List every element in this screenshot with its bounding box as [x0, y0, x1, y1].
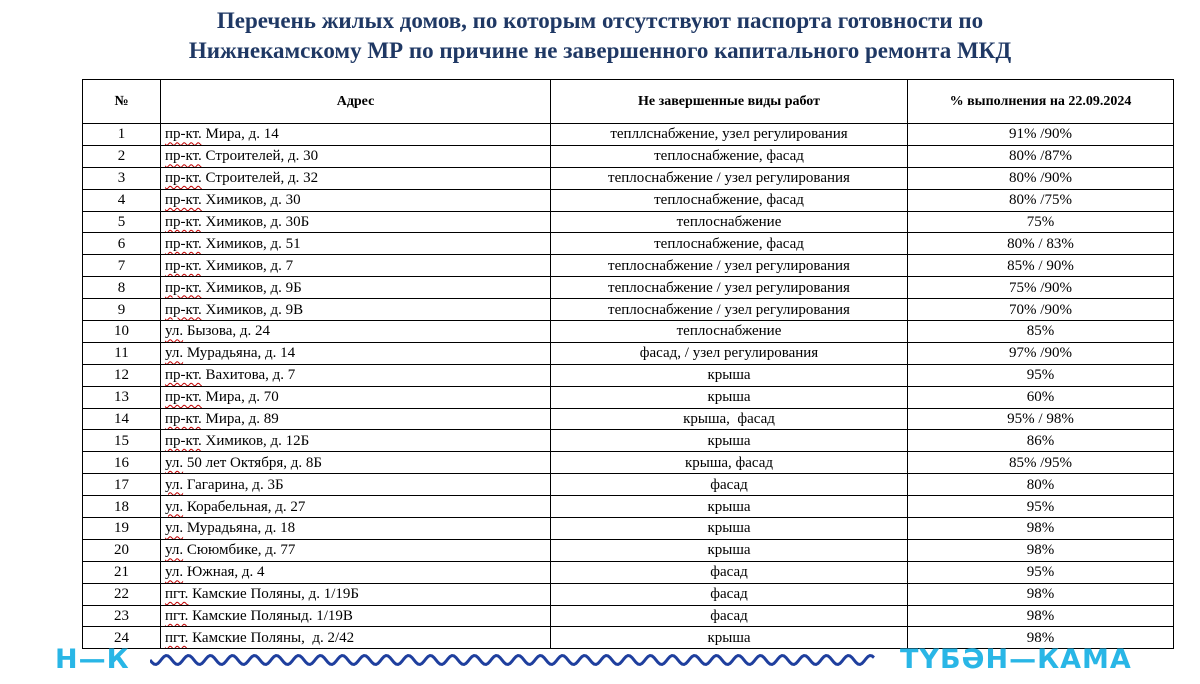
table-row	[83, 299, 1174, 321]
address-text: Корабельная, д. 27	[183, 498, 306, 515]
address-text: Химиков, д. 12Б	[201, 432, 310, 449]
table-row	[83, 167, 1174, 189]
table-row	[83, 364, 1174, 386]
row-address	[161, 233, 551, 255]
address-text: Химиков, д. 30	[201, 192, 301, 209]
table-row	[83, 452, 1174, 474]
address-text: Химиков, д. 9В	[201, 301, 304, 318]
row-address	[161, 145, 551, 167]
row-number: 18	[83, 496, 161, 518]
wave-divider-icon	[150, 646, 880, 674]
row-number: 2	[83, 145, 161, 167]
address-text: Мира, д. 89	[201, 411, 279, 428]
table-header-row	[83, 80, 1174, 124]
address-text: Бызова, д. 24	[183, 323, 271, 340]
row-number: 5	[83, 211, 161, 233]
table-row	[83, 342, 1174, 364]
row-address	[161, 408, 551, 430]
address-text: Химиков, д. 9Б	[201, 279, 302, 296]
address-prefix: пр-кт.	[165, 389, 202, 406]
row-works: теплоснабжение, фасад	[551, 145, 908, 167]
table-body	[83, 124, 1174, 649]
address-prefix: пр-кт.	[165, 148, 202, 165]
row-address	[161, 518, 551, 540]
table-row	[83, 561, 1174, 583]
row-address	[161, 321, 551, 343]
row-percent: 95% / 98%	[908, 408, 1174, 430]
address-prefix: пр-кт.	[165, 411, 202, 428]
address-prefix: пгт.	[165, 629, 189, 646]
row-number: 3	[83, 167, 161, 189]
row-address	[161, 452, 551, 474]
row-address	[161, 605, 551, 627]
row-address	[161, 167, 551, 189]
table-row	[83, 145, 1174, 167]
row-works: теплоснабжение / узел регулирования	[551, 167, 908, 189]
row-address	[161, 496, 551, 518]
row-number: 16	[83, 452, 161, 474]
row-percent: 75%	[908, 211, 1174, 233]
row-percent: 98%	[908, 518, 1174, 540]
table-row	[83, 408, 1174, 430]
address-text: Мира, д. 14	[201, 126, 279, 143]
row-works: крыша	[551, 496, 908, 518]
address-text: 50 лет Октября, д. 8Б	[183, 454, 322, 471]
address-prefix: пгт.	[165, 608, 189, 625]
address-prefix: пр-кт.	[165, 170, 202, 187]
address-prefix: ул.	[165, 498, 184, 515]
table-row	[83, 605, 1174, 627]
address-prefix: пр-кт.	[165, 279, 202, 296]
table-row	[83, 474, 1174, 496]
table-row	[83, 255, 1174, 277]
table-row	[83, 211, 1174, 233]
row-works: крыша	[551, 518, 908, 540]
address-text: Строителей, д. 30	[201, 148, 319, 165]
row-number: 23	[83, 605, 161, 627]
column-header-percent: % выполнения на 22.09.2024	[908, 80, 1174, 124]
address-text: Вахитова, д. 7	[201, 367, 296, 384]
address-prefix: ул.	[165, 542, 184, 559]
row-works: фасад, / узел регулирования	[551, 342, 908, 364]
table-row	[83, 189, 1174, 211]
footer-banner	[0, 640, 1200, 684]
address-prefix: пр-кт.	[165, 432, 202, 449]
address-text: Сююмбике, д. 77	[183, 542, 296, 559]
row-address	[161, 364, 551, 386]
address-text: Камские Поляны, д. 2/42	[188, 629, 355, 646]
row-address	[161, 474, 551, 496]
row-number: 4	[83, 189, 161, 211]
row-address	[161, 430, 551, 452]
row-percent: 85% /95%	[908, 452, 1174, 474]
row-percent: 80%	[908, 474, 1174, 496]
row-number: 12	[83, 364, 161, 386]
address-prefix: ул.	[165, 564, 184, 581]
table-row	[83, 518, 1174, 540]
address-text: Камские Поляныд. 1/19В	[188, 608, 353, 625]
row-address	[161, 561, 551, 583]
row-percent: 86%	[908, 430, 1174, 452]
row-percent: 98%	[908, 583, 1174, 605]
table-row	[83, 124, 1174, 146]
row-number: 14	[83, 408, 161, 430]
row-works: крыша	[551, 539, 908, 561]
address-text: Мира, д. 70	[201, 389, 279, 406]
logo-nk: Н—К	[55, 644, 130, 675]
address-text: Гагарина, д. 3Б	[183, 476, 284, 493]
houses-table	[82, 79, 1174, 649]
row-number: 10	[83, 321, 161, 343]
row-percent: 85%	[908, 321, 1174, 343]
row-number: 9	[83, 299, 161, 321]
address-text: Химиков, д. 30Б	[201, 214, 310, 230]
address-prefix: ул.	[165, 323, 184, 340]
row-number: 15	[83, 430, 161, 452]
row-works: фасад	[551, 605, 908, 627]
table-row	[83, 430, 1174, 452]
row-works: теплоснабжение / узел регулирования	[551, 277, 908, 299]
address-text: Мурадьяна, д. 14	[183, 345, 296, 362]
row-address	[161, 277, 551, 299]
table-row	[83, 386, 1174, 408]
row-address	[161, 583, 551, 605]
row-number: 11	[83, 342, 161, 364]
address-prefix: пр-кт.	[165, 192, 202, 209]
address-prefix: ул.	[165, 520, 184, 537]
row-percent: 60%	[908, 386, 1174, 408]
page-title	[0, 6, 1200, 66]
row-percent: 95%	[908, 496, 1174, 518]
row-works: теплоснабжение, фасад	[551, 189, 908, 211]
row-number: 22	[83, 583, 161, 605]
row-works: теплоснабжение	[551, 321, 908, 343]
row-number: 21	[83, 561, 161, 583]
row-works: крыша, фасад	[551, 452, 908, 474]
table-row	[83, 539, 1174, 561]
address-prefix: пр-кт.	[165, 301, 202, 318]
row-works: крыша	[551, 386, 908, 408]
table-row	[83, 496, 1174, 518]
row-address	[161, 255, 551, 277]
row-number: 20	[83, 539, 161, 561]
row-number: 24	[83, 627, 161, 649]
row-works: крыша	[551, 430, 908, 452]
row-works: фасад	[551, 561, 908, 583]
row-address	[161, 299, 551, 321]
row-works: теплоснабжение	[551, 211, 908, 233]
address-text: Химиков, д. 51	[201, 235, 301, 252]
row-percent: 85% / 90%	[908, 255, 1174, 277]
row-address	[161, 342, 551, 364]
column-header-works: Не завершенные виды работ	[551, 80, 908, 124]
row-percent: 80% / 83%	[908, 233, 1174, 255]
row-number: 17	[83, 474, 161, 496]
row-percent: 80% /90%	[908, 167, 1174, 189]
row-works: крыша	[551, 364, 908, 386]
row-percent: 91% /90%	[908, 124, 1174, 146]
row-number: 8	[83, 277, 161, 299]
column-header-number: №	[83, 80, 161, 124]
address-text: Мурадьяна, д. 18	[183, 520, 296, 537]
address-prefix: пр-кт.	[165, 367, 202, 384]
table-row	[83, 583, 1174, 605]
row-works: тепллснабжение, узел регулирования	[551, 124, 908, 146]
row-number: 1	[83, 124, 161, 146]
row-percent: 80% /87%	[908, 145, 1174, 167]
address-text: Южная, д. 4	[183, 564, 265, 581]
address-prefix: ул.	[165, 454, 184, 471]
address-prefix: пр-кт.	[165, 235, 202, 252]
title-line-1: Перечень жилых домов, по которым отсутствуют паспорта готовности по	[216, 8, 984, 33]
address-prefix: пр-кт.	[165, 214, 202, 230]
row-works: теплоснабжение / узел регулирования	[551, 299, 908, 321]
address-prefix: пр-кт.	[165, 257, 202, 274]
row-percent: 95%	[908, 364, 1174, 386]
table-row	[83, 321, 1174, 343]
row-address	[161, 189, 551, 211]
row-works: крыша, фасад	[551, 408, 908, 430]
address-text: Строителей, д. 32	[201, 170, 319, 187]
row-address	[161, 124, 551, 146]
row-percent: 70% /90%	[908, 299, 1174, 321]
row-percent: 95%	[908, 561, 1174, 583]
row-number: 6	[83, 233, 161, 255]
row-address	[161, 386, 551, 408]
row-works: фасад	[551, 474, 908, 496]
table-row	[83, 233, 1174, 255]
row-number: 13	[83, 386, 161, 408]
row-works: фасад	[551, 583, 908, 605]
address-text: Химиков, д. 7	[201, 257, 294, 274]
row-works: теплоснабжение, фасад	[551, 233, 908, 255]
row-percent: 98%	[908, 539, 1174, 561]
column-header-address: Адрес	[161, 80, 551, 124]
row-works: теплоснабжение / узел регулирования	[551, 255, 908, 277]
row-percent: 97% /90%	[908, 342, 1174, 364]
title-line-2: Нижнекамскому МР по причине не завершенного капитального ремонта МКД	[188, 38, 1012, 63]
address-prefix: ул.	[165, 345, 184, 362]
address-text: Камские Поляны, д. 1/19Б	[188, 586, 359, 603]
row-address	[161, 539, 551, 561]
address-prefix: ул.	[165, 476, 184, 493]
row-works: крыша	[551, 627, 908, 649]
table-row	[83, 277, 1174, 299]
row-percent: 75% /90%	[908, 277, 1174, 299]
row-percent: 80% /75%	[908, 189, 1174, 211]
row-number: 7	[83, 255, 161, 277]
row-address	[161, 211, 551, 233]
row-number: 19	[83, 518, 161, 540]
address-prefix: пгт.	[165, 586, 189, 603]
address-prefix: пр-кт.	[165, 126, 202, 143]
row-percent: 98%	[908, 605, 1174, 627]
row-percent: 98%	[908, 627, 1174, 649]
logo-tuben-kama: ТҮБӘН—КАМА	[900, 644, 1132, 675]
